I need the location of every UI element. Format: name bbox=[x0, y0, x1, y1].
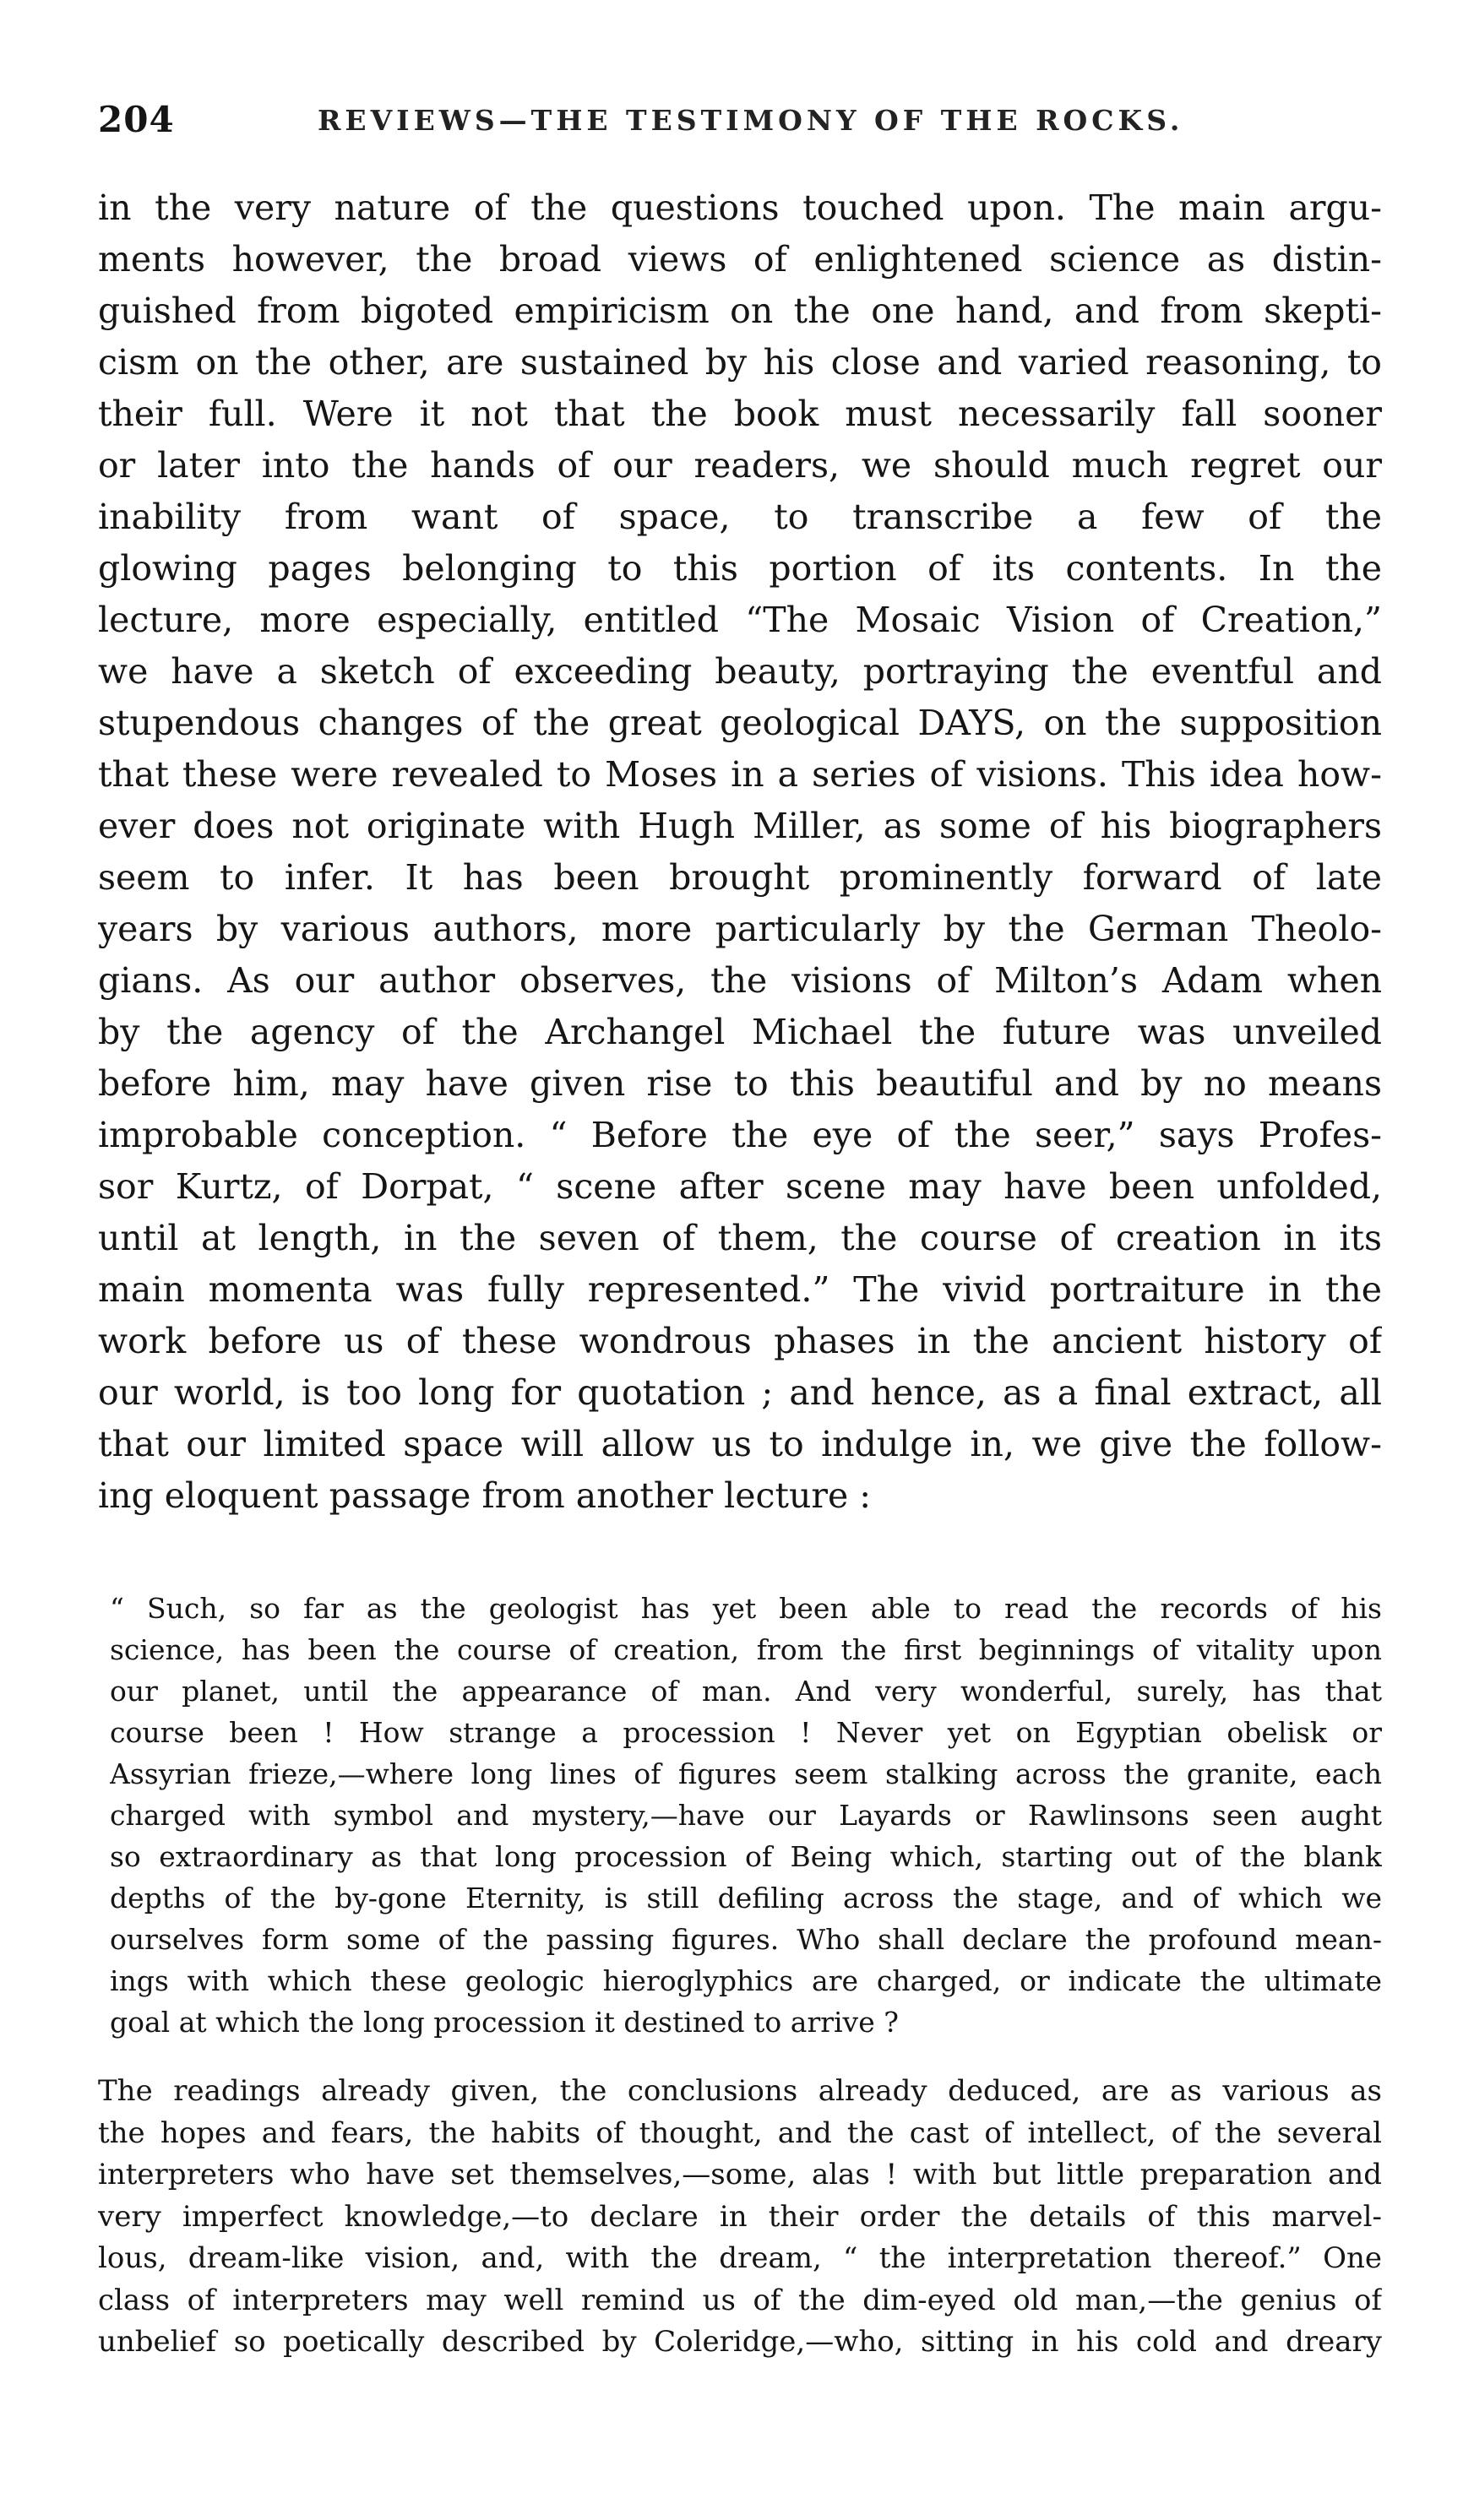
running-title: REVIEWS—THE TESTIMONY OF THE ROCKS. bbox=[318, 104, 1184, 137]
block-quote bbox=[110, 1588, 1382, 2043]
text-line: our world, is too long for quotation ; and hence, as a final extract, all bbox=[98, 1372, 1382, 1413]
text-line: ever does not originate with Hugh Miller, as some of his biographers bbox=[98, 806, 1382, 846]
quote-line: goal at which the long procession it destined to arrive ? bbox=[110, 2006, 899, 2039]
text-line: class of interpreters may well remind us of the dim-eyed old man,—the genius of bbox=[98, 2283, 1382, 2317]
text-line: stupendous changes of the great geological DAYS, on the supposition bbox=[98, 703, 1382, 743]
quote-line: “ Such, so far as the geologist has yet been able to read the records of his bbox=[110, 1592, 1382, 1625]
quote-line: so extraordinary as that long procession of Being which, starting out of the blank bbox=[110, 1840, 1382, 1873]
text-line: ing eloquent passage from another lecture : bbox=[98, 1475, 872, 1516]
quote-line: science, has been the course of creation, from the first beginnings of vitality upon bbox=[110, 1633, 1382, 1666]
text-line: by the agency of the Archangel Michael the future was unveiled bbox=[98, 1012, 1382, 1052]
page-number: 204 bbox=[98, 99, 175, 140]
text-line: years by various authors, more particularly by the German Theolo- bbox=[98, 909, 1382, 949]
quote-line: course been ! How strange a procession ! Never yet on Egyptian obelisk or bbox=[110, 1716, 1382, 1749]
text-line: that our limited space will allow us to indulge in, we give the follow- bbox=[98, 1424, 1382, 1464]
text-line: glowing pages belonging to this portion of its contents. In the bbox=[98, 548, 1382, 589]
text-line: main momenta was fully represented.” The vivid portraiture in the bbox=[98, 1269, 1382, 1310]
text-line: interpreters who have set themselves,—some, alas ! with but little preparation and bbox=[98, 2158, 1382, 2191]
quote-line: ourselves form some of the passing figures. Who shall declare the profound mean- bbox=[110, 1923, 1382, 1956]
text-line: ments however, the broad views of enlightened science as distin- bbox=[98, 239, 1382, 280]
closing-paragraph bbox=[98, 2071, 1382, 2364]
text-line: sor Kurtz, of Dorpat, “ scene after scene may have been unfolded, bbox=[98, 1166, 1382, 1207]
text-line: improbable conception. “ Before the eye of the seer,” says Profes- bbox=[98, 1115, 1382, 1155]
text-line: lecture, more especially, entitled “The Mosaic Vision of Creation,” bbox=[98, 600, 1382, 640]
text-line: until at length, in the seven of them, the course of creation in its bbox=[98, 1218, 1382, 1258]
text-line: lous, dream-like vision, and, with the dream, “ the interpretation thereof.” One bbox=[98, 2241, 1382, 2275]
quote-line: ings with which these geologic hieroglyphics are charged, or indicate the ultimate bbox=[110, 1964, 1382, 1997]
text-line: the hopes and fears, the habits of thought, and the cast of intellect, of the several bbox=[98, 2115, 1382, 2150]
text-line: work before us of these wondrous phases in the ancient history of bbox=[98, 1321, 1382, 1361]
text-line: guished from bigoted empiricism on the one hand, and from skepti- bbox=[98, 291, 1382, 331]
quote-line: Assyrian frieze,—where long lines of figures seem stalking across the granite, each bbox=[110, 1757, 1382, 1790]
quote-line: charged with symbol and mystery,—have our Layards or Rawlinsons seen aught bbox=[110, 1799, 1382, 1832]
quote-line: our planet, until the appearance of man. And very wonderful, surely, has that bbox=[110, 1675, 1382, 1708]
text-line: unbelief so poetically described by Coleridge,—who, sitting in his cold and dreary bbox=[98, 2325, 1382, 2359]
text-line: The readings already given, the conclusions already deduced, are as various as bbox=[98, 2074, 1382, 2108]
running-head bbox=[98, 95, 1382, 145]
text-line: inability from want of space, to transcribe a few of the bbox=[98, 497, 1382, 537]
text-line: cism on the other, are sustained by his close and varied reasoning, to bbox=[98, 342, 1382, 383]
quote-line: depths of the by-gone Eternity, is still defiling across the stage, and of which we bbox=[110, 1882, 1382, 1914]
text-line: very imperfect knowledge,—to declare in their order the details of this marvel- bbox=[98, 2199, 1382, 2234]
text-line: or later into the hands of our readers, we should much regret our bbox=[98, 445, 1382, 486]
text-line: before him, may have given rise to this beautiful and by no means bbox=[98, 1063, 1382, 1104]
text-line: their full. Were it not that the book must necessarily fall sooner bbox=[98, 394, 1382, 434]
text-line: we have a sketch of exceeding beauty, portraying the eventful and bbox=[98, 651, 1382, 692]
text-line: that these were revealed to Moses in a series of visions. This idea how- bbox=[98, 754, 1382, 795]
text-line: seem to infer. It has been brought prominently forward of late bbox=[98, 857, 1382, 898]
main-paragraph bbox=[98, 182, 1382, 1522]
text-line: in the very nature of the questions touched upon. The main argu- bbox=[98, 187, 1382, 228]
text-line: gians. As our author observes, the visions of Milton’s Adam when bbox=[98, 960, 1382, 1001]
